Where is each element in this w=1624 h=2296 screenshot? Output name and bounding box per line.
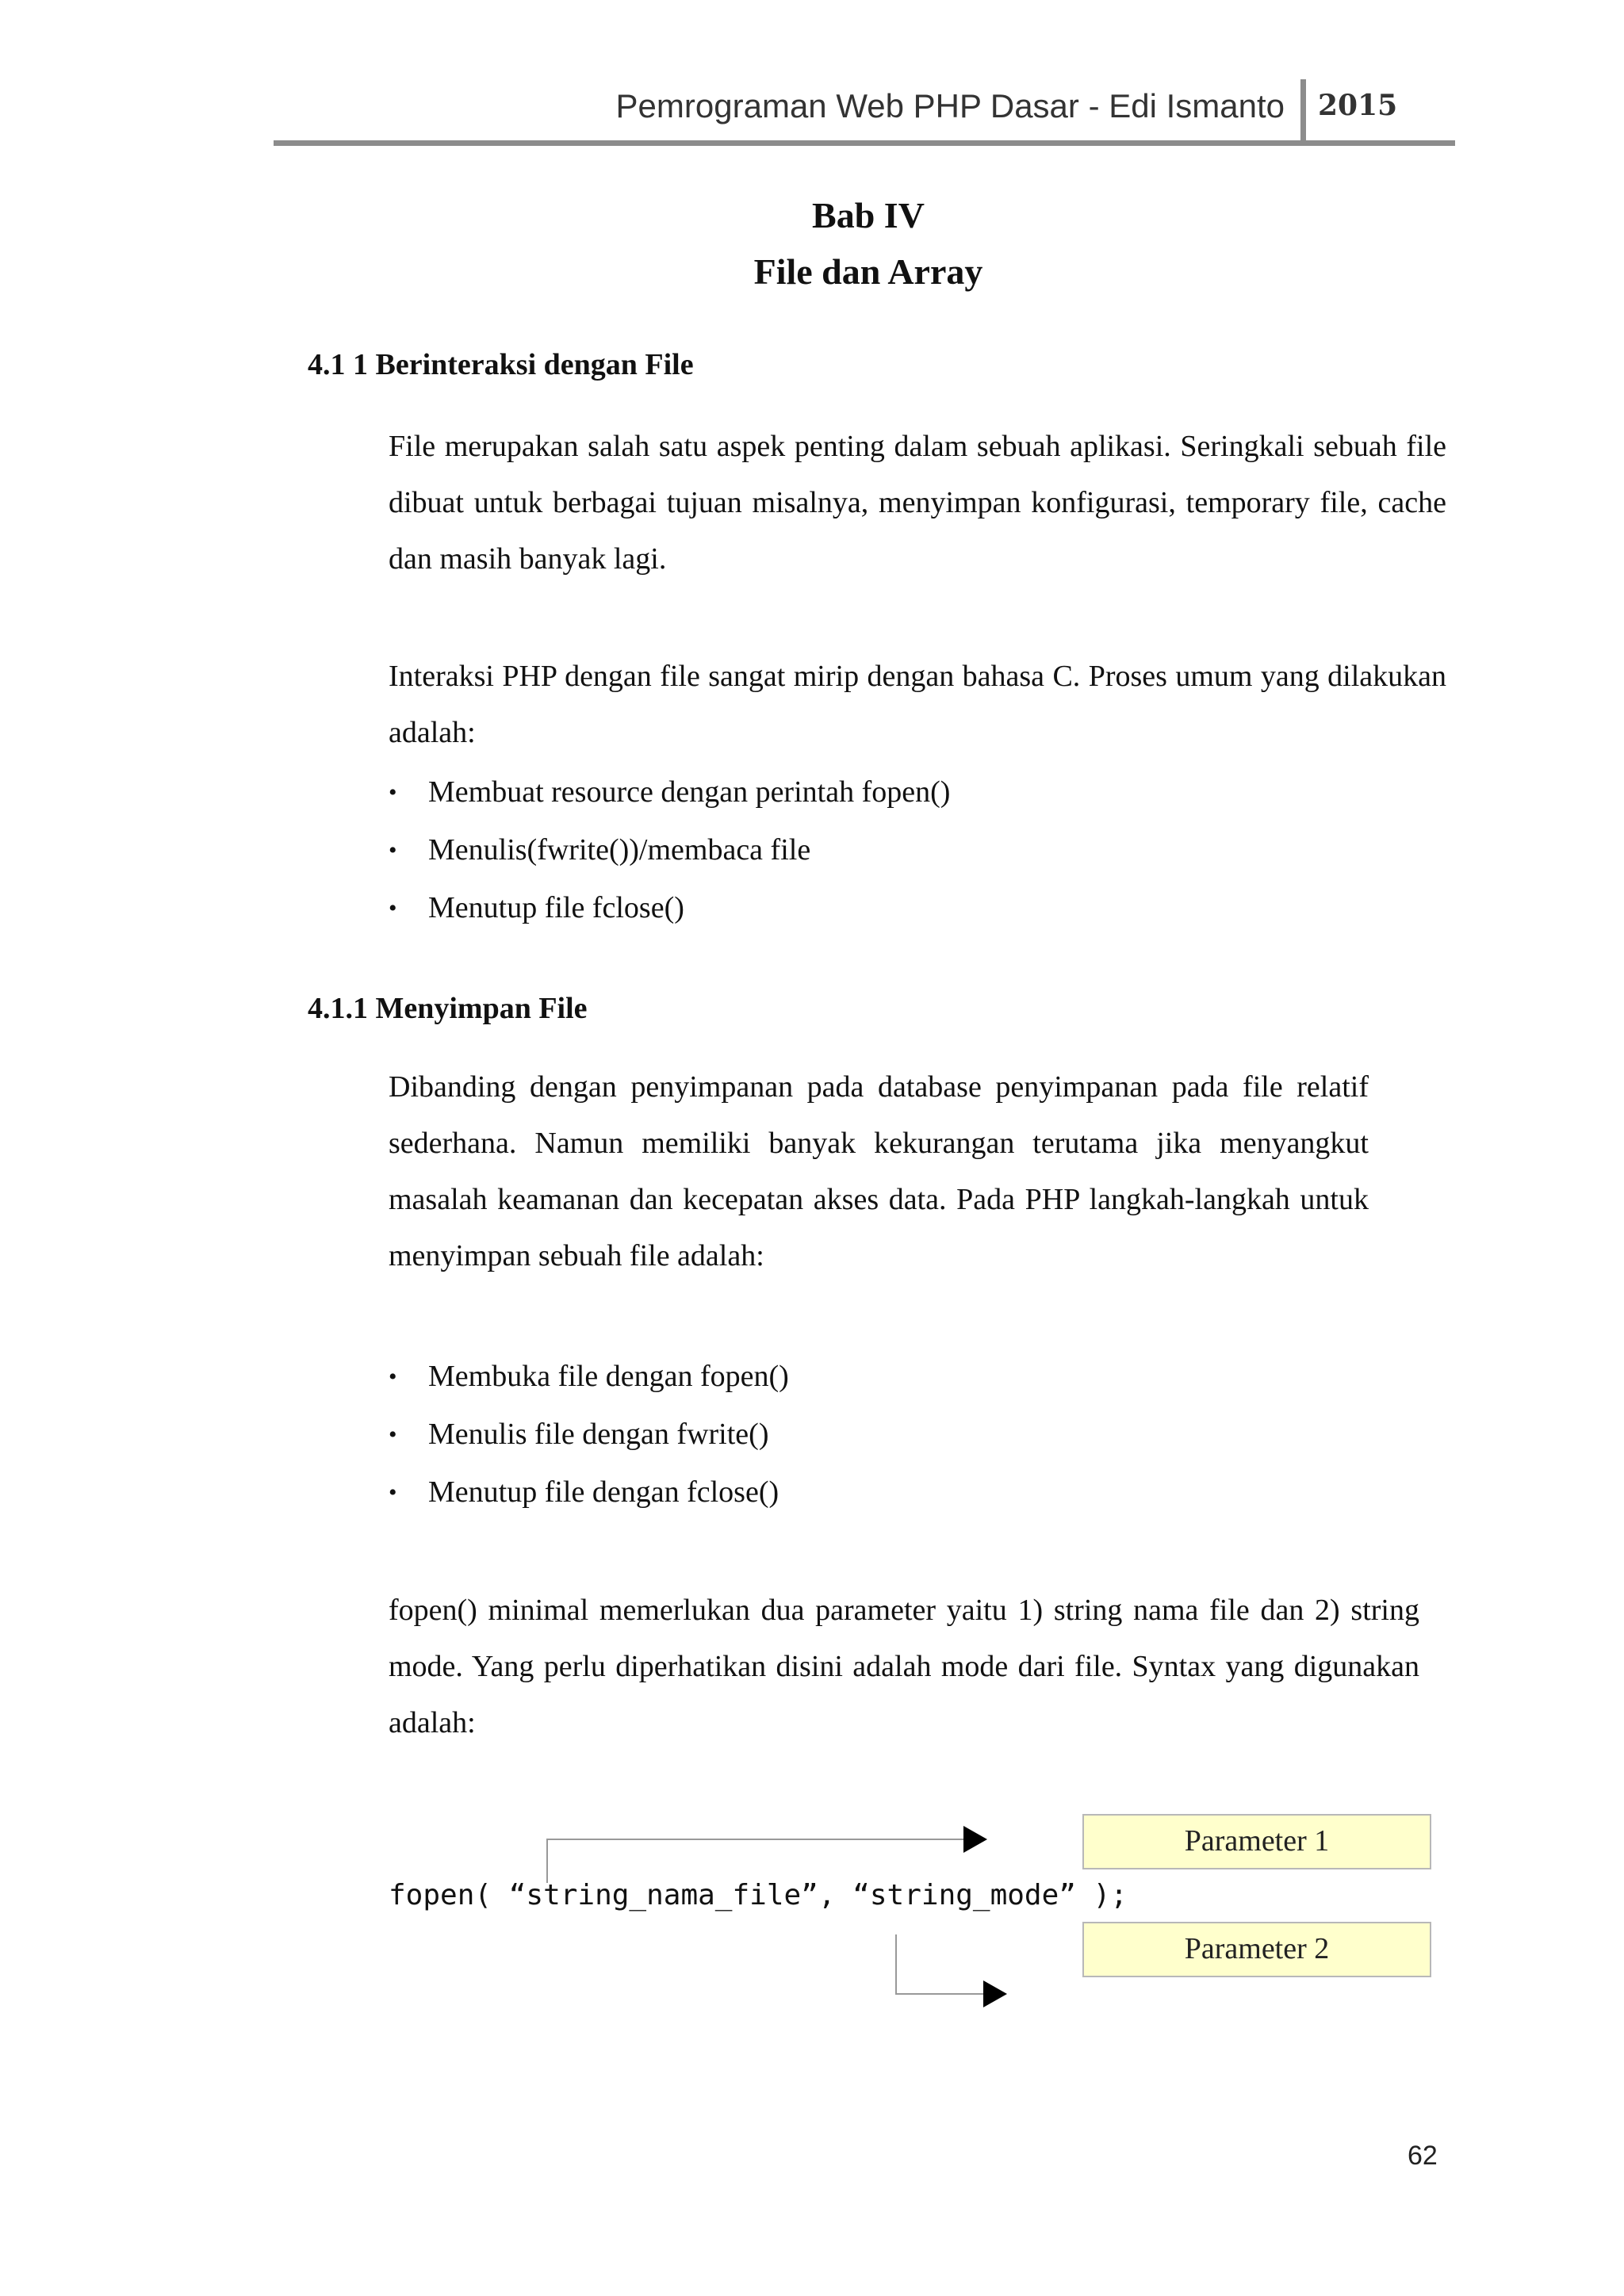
arrow-line-param-2 — [896, 1934, 983, 1994]
list-item-text: Membuka file dengan fopen() — [428, 1360, 789, 1393]
header-year: 2015 — [1318, 89, 1398, 122]
paragraph-php-interaction: Interaksi PHP dengan file sangat mirip dengan bahasa C. Proses umum yang dilakukan adalah: — [389, 660, 1446, 749]
bullet-dot: • — [389, 1479, 397, 1506]
chapter-title: File dan Array — [753, 251, 983, 292]
list-item-text: Menulis file dengan fwrite() — [428, 1418, 769, 1451]
bullet-dot: • — [389, 779, 397, 806]
list-item-text: Membuat resource dengan perintah fopen() — [428, 775, 951, 809]
bullet-dot: • — [389, 837, 397, 863]
parameter-1-box: Parameter 1 — [1082, 1814, 1431, 1869]
arrow-line-param-1 — [547, 1839, 963, 1883]
bullet-dot: • — [389, 1364, 397, 1390]
paragraph-fopen-params: fopen() minimal memerlukan dua parameter yaitu 1) string nama file dan 2) string mode. Yang perlu diperhatikan disini adalah mode dari file. Syntax yang digunakan adalah: — [389, 1594, 1419, 1739]
arrowhead-param-2 — [983, 1980, 1007, 2007]
page-number: 62 — [1408, 2141, 1438, 2171]
running-header-title: Pemrograman Web PHP Dasar - Edi Ismanto — [615, 87, 1285, 124]
fopen-syntax-code: fopen( “string_nama_file”, “string_mode” ); — [389, 1879, 1128, 1911]
paragraph-menyimpan-file: Dibanding dengan penyimpanan pada database penyimpanan pada file relatif sederhana. Namun memiliki banyak kekurangan terutama jika menyangkut masalah keamanan dan kecepatan akses data. Pada PHP langkah-langkah untuk menyimpan sebuah file adalah: — [389, 1070, 1369, 1272]
section-heading-4-1: 4.1 1 Berinteraksi dengan File — [308, 348, 694, 381]
bullet-dot: • — [389, 895, 397, 921]
chapter-number: Bab IV — [812, 195, 925, 235]
list-item-text: Menutup file fclose() — [428, 891, 684, 924]
arrowhead-param-1 — [963, 1826, 987, 1853]
list-item-text: Menutup file dengan fclose() — [428, 1475, 779, 1509]
section-heading-4-1-1: 4.1.1 Menyimpan File — [308, 992, 588, 1025]
paragraph-file-intro: File merupakan salah satu aspek penting dalam sebuah aplikasi. Seringkali sebuah file dibuat untuk berbagai tujuan misalnya, menyimpan konfigurasi, temporary file, cache dan masih banyak lagi. — [389, 430, 1446, 576]
parameter-2-box: Parameter 2 — [1082, 1922, 1431, 1977]
bullet-dot: • — [389, 1422, 397, 1448]
list-item-text: Menulis(fwrite())/membaca file — [428, 833, 811, 867]
